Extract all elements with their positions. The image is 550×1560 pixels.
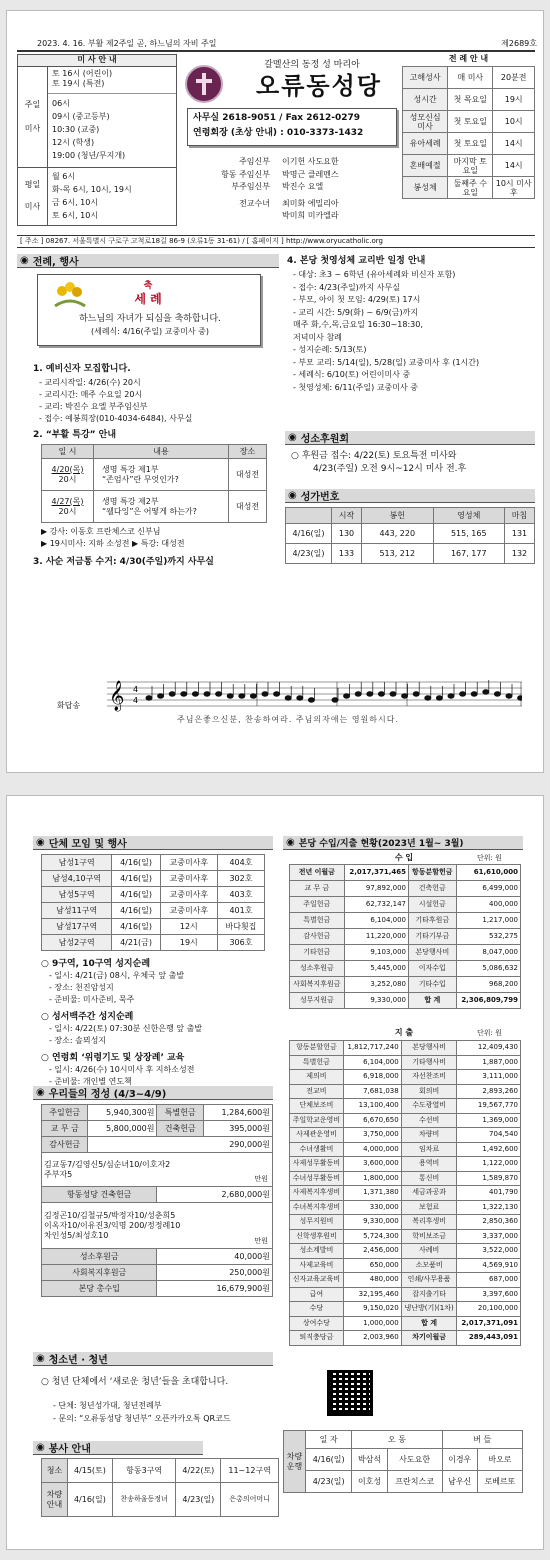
music-note [344,694,350,698]
group-note-line: - 준비물: 개인별 연도책 [49,1077,132,1086]
expense-unit: 단위: 원 [477,1029,502,1037]
group-note-line: - 장소: 솔뫼성지 [49,1036,107,1045]
group-row: 남성4,10구역 4/16(일) 교중미사후 302호 [42,871,265,887]
music-note [169,692,175,696]
ritual-row: 혼배예절 마지막 토요일 14시 [403,155,535,177]
mass-info-heading: 미 사 안 내 [18,55,176,67]
group-note-line: - 장소: 천진암성지 [49,983,114,992]
group-row: 남성17구역 4/16(일) 12시 바다횟집 [42,919,265,935]
item2-title: 2. “부활 특강” 안내 [33,430,117,440]
section-groups: ◉ 단체 모임 및 행사 [33,836,273,850]
expense-table [289,1040,521,1346]
clergy-list: 주임신부 이기헌 사도요한 항동 주임신부 박명근 클레멘스 부주임신부 박진수 요엘 전교수녀 최미화 에밀리아 박미희 미카엘라 [221,157,339,220]
mass-info-box: 미 사 안 내 주일 미사 토 16시 (어린이) 토 19시 (특전) 06시 09시 (중고등부) 10:30 (교중) 12시 (학생) 19:00 (청년/무지개) 평일 미사 월 6시 화-목 6시, 10시, 19시 금 6시, 10시 토 6시, 10시 [17,54,177,226]
greeting-sub: (세례식: 4/16(주일) 교중미사 중) [90,327,210,336]
mass-weekday-lines: 월 6시 화-목 6시, 10시, 19시 금 6시, 10시 토 6시, 10시 [52,172,132,220]
finance-row: 상여수당 1,000,000 합 계 2,017,371,091 [290,1316,521,1331]
music-note [494,692,500,696]
music-note [274,692,280,696]
ritual-table [402,66,535,199]
finance-row: 항동분할헌금 1,812,717,240 본당행사비 12,409,430 [290,1041,521,1056]
parish-logo [185,65,223,103]
finance-row: 수당 9,150,020 냉난방(기)(1차) 20,100,000 [290,1302,521,1317]
office-phone: 사무실 2618-9051 / Fax 2612-0279 [193,113,361,123]
item3-title: 3. 사순 저금통 수거: 4/30(주일)까지 사무실 [33,557,214,567]
mass-group-sunday: 주일 [24,100,41,109]
finance-row: 단체보조비 13,100,400 수도광열비 19,567,770 [290,1099,521,1114]
music-note [297,696,303,700]
expense-title: 지 출 [394,1028,414,1037]
youth-qr-code[interactable] [327,1370,373,1416]
ritual-row: 봉성체 둘째주 수요일 10시 미사후 [403,177,535,199]
music-note [146,696,152,700]
finance-row: 사제관운영비 3,750,000 차량비 704,540 [290,1128,521,1143]
finance-row: 사회복지후원금 3,252,080 기타수입 968,200 [290,977,521,993]
section-offerings: ◉ 우리들의 정성 (4/3~4/9) [33,1086,273,1100]
music-note [471,692,477,696]
ritual-info-box [402,54,535,199]
ritual-row: 성모신심 미사 첫 토요일 10시 [403,111,535,133]
income-table [289,864,521,1009]
music-note [239,694,245,698]
finance-row: 주일학교운영비 6,670,650 수선비 1,369,000 [290,1113,521,1128]
finance-row: 특별헌금 6,104,000 기타후원금 1,217,000 [290,913,521,929]
music-note [285,696,291,700]
music-note [518,696,522,700]
finance-row: 사제성무활동비 3,600,000 용역비 1,122,000 [290,1157,521,1172]
music-note [483,690,489,694]
youth-details: - 단체: 청년성가대, 청년전례부 - 문의: “오류동성당 청년부” 오픈카카오톡 QR코드 [53,1401,231,1423]
finance-row: 수녀생활비 4,000,000 임차료 1,492,600 [290,1142,521,1157]
psalm-label: 화답송 [57,701,81,710]
music-note [204,692,210,696]
lecture-notes: ▶ 강사: 이동호 프란체스코 신부님 ▶ 19시미사: 지하 소성전 ▶ 특강: 대성전 [41,527,185,548]
mass-group-weekday: 평일 [24,180,41,189]
music-note [181,692,187,696]
sacred-support-text: ○ 후원금 접수: 4/22(토) 토요특전 미사와 4/23(주일) 오전 9시~12시 미사 전.후 [291,451,467,474]
finance-row: 급여 32,195,460 잡지출기타 3,397,600 [290,1287,521,1302]
music-note [355,692,361,696]
svg-text:4: 4 [133,696,139,705]
svg-text:𝄞: 𝄞 [109,681,125,711]
group-row: 남성1구역 4/16(일) 교중미사후 404호 [42,855,265,871]
svg-text:4: 4 [133,685,139,694]
bulletin-page-1 [6,10,544,773]
youth-line1: ○ 청년 단체에서 ‘새로운 청년’들을 초대합니다. [41,1377,229,1387]
group-note-title: ○ 연령회 ‘위령기도 및 상장례’ 교육 [41,1053,185,1063]
group-notes [41,958,276,1088]
finance-row: 주일헌금 62,732,147 시설헌금 400,000 [290,897,521,913]
finance-row: 성무지원금 9,330,000 합 계 2,306,809,799 [290,993,521,1009]
music-note [158,694,164,698]
finance-row: 신학생후원비 5,724,300 학비보조금 3,337,000 [290,1229,521,1244]
music-note [378,692,384,696]
finance-row: 수녀성무활동비 1,800,000 통신비 1,589,870 [290,1171,521,1186]
mass-group-mass: 미사 [24,124,41,133]
music-note [506,694,512,698]
greeting-big: 세 례 [134,292,162,306]
music-note [250,694,256,698]
finance-row: 전교비 7,681,038 회의비 2,893,260 [290,1084,521,1099]
psalm-lyric: 주님은좋으신분, 찬송하여라. 주님의자애는 영원하시다. [177,715,399,724]
group-note-line: - 일시: 4/26(수) 10시미사 후 지하소성전 [49,1065,195,1074]
music-note [413,692,419,696]
finance-row: 사제교육비 650,000 소모품비 4,569,910 [290,1258,521,1273]
finance-row: 신자교육교육비 480,000 인쇄/사무용품 687,000 [290,1273,521,1288]
finance-row: 교 무 금 97,892,000 건축헌금 6,499,000 [290,881,521,897]
psalm-staff [107,676,522,712]
income-title: 수 입 [394,853,414,862]
parish-title: 오류동성당 [256,72,382,100]
office-contact-box [187,108,397,146]
group-row: 남성11구역 4/16(일) 교중미사후 401호 [42,903,265,919]
income-unit: 단위: 원 [477,854,502,862]
finance-row: 전년 이월금 2,017,371,465 항동분할헌금 61,610,000 [290,865,521,881]
section-sacred-support: ◉ 성소후원회 [285,431,535,445]
music-note [425,696,431,700]
music-note [308,698,314,702]
section-liturgy: ◉ 전례, 행사 [17,254,279,268]
group-row: 남성2구역 4/21(금) 19시 306호 [42,935,265,951]
item4-lines: - 대상: 초3 ~ 6학년 (유아세례와 비신자 포함) - 접수: 4/23(주일)까지 사무실 - 부모, 아이 첫 모임: 4/29(토) 17시 - 교리 시간: 5/9(화) ~ 6/9(금)까지 매주 화,수,목,금요일 16:30~18:30, 저녁미사 참례 - 성지순례: 5/13(토) - 부모 교리: 5/14(일), 5/28(일) 교중미사 후 (1시간) - 세례식: 6/10(토) 어린이미사 중 - 첫영성체: 6/11(주일) 교중미사 중 [293,270,480,392]
finance-row: 성소계발비 2,456,000 사례비 3,522,000 [290,1244,521,1259]
group-note-line: - 일시: 4/22(토) 07:30분 신한은행 앞 출발 [49,1024,203,1033]
mass-sun-lines: 06시 09시 (중고등부) 10:30 (교중) 12시 (학생) 19:00 (청년/무지개) [52,99,126,160]
music-note [332,698,338,702]
finance-row: 제의비 6,918,000 자선찬조비 3,111,000 [290,1070,521,1085]
hymn-table: 시작 봉헌 영성체 마침 4/16(일) 130 443, 220 515, 165 131 4/23(일) 133 513, 212 167, 177 132 [285,507,535,564]
item1-title: 1. 예비신자 모집합니다. [33,364,131,374]
music-note [448,694,454,698]
music-note [460,692,466,696]
section-hymns: ◉ 성가번호 [285,489,535,503]
address-bar: [ 주소 ] 08267. 서울특별시 구로구 고척로18길 86-9 (오류1동 31-61) / [ 홈페이지 ] http://www.oryucatholic.org [17,235,535,248]
finance-row: 사제복지후생비 1,371,380 세금과공과 401,790 [290,1186,521,1201]
ritual-row: 유아세례 첫 토요일 14시 [403,133,535,155]
item4-title: 4. 본당 첫영성체 교리반 일정 안내 [287,256,426,266]
finance-row: 수녀복지후생비 330,000 보험료 1,322,130 [290,1200,521,1215]
music-note [262,692,268,696]
ritual-row: 성시간 첫 목요일 19시 [403,89,535,111]
group-row: 남성5구역 4/16(일) 교중미사후 403호 [42,887,265,903]
greeting-message: 하느님의 자녀가 되심을 축하합니다. [79,314,221,324]
section-finance: ◉ 본당 수입/지출 현황(2023년 1월~ 3월) [283,836,523,850]
finance-row: 성무지원비 9,330,000 복리후생비 2,850,360 [290,1215,521,1230]
offerings-table: 주일헌금 5,940,300원 특별헌금 1,284,600원 교 무 금 5,800,000원 건축헌금 395,000원 감사헌금 290,000원 김교동7/김영신5/심순녀10/이호자2 주부자5 만원 항동성당 건축헌금 2,680,000원 김정곤10/김철규5/박정자10/성춘희5 이옥자10/이유진3/익명 200/정정례10 차인성5/최성호10 만원 성소후원금 40,000원 사회복지후원금 250,000원 본당 총수입 16,679,900원 [41,1104,273,1297]
music-note [436,696,442,700]
funeral-contact: 연령회장 (초상 안내) : 010-3373-1432 [193,128,364,138]
finance-row: 퇴직충당금 2,003,960 차기이월금 289,443,091 [290,1331,521,1346]
finance-row: 기타헌금 9,103,000 본당행사비 8,047,000 [290,945,521,961]
group-note-title: ○ 9구역, 10구역 성지순례 [41,959,151,969]
baptism-greeting-box [37,274,261,346]
finance-row: 특별헌금 6,104,000 기타행사비 1,887,000 [290,1055,521,1070]
parish-subtitle: 갈멜산의 동정 성 마리아 [264,60,360,70]
groups-table [41,854,265,951]
item1-lines: - 교리시작일: 4/26(수) 20시 - 교리시간: 매주 수요일 20시 - 교리: 박진수 요엘 부주임신부 - 접수: 예봉희장(010-4034-6484), 사무실 [39,378,193,423]
music-note [367,692,373,696]
finance-row: 성소후원금 5,445,000 이자수입 5,086,632 [290,961,521,977]
lecture-table: 일 시 내용 장소 4/20(목) 20시 생명 특강 제1부 “존엄사”란 무엇인가? 대성전 4/27(목) 20시 생명 특강 제2부 “웰다잉”은 어떻게 하는가? 대성전 [41,444,267,523]
ritual-heading: 전 례 안 내 [448,54,489,63]
finance-row: 감사헌금 11,220,000 기타기부금 532,275 [290,929,521,945]
group-note-line: - 준비물: 미사준비, 묵주 [49,995,135,1004]
group-note-line: - 일시: 4/21(금) 08시, 우체국 앞 출발 [49,971,185,980]
bulletin-page-2 [6,795,544,1550]
service-right-table: 차량운행 일 자 오 동 버 들 4/16(일) 박삼석 사도요한 이경우 바오로 4/23(일) 이호성 프란치스코 남우신 로베르또 [283,1430,523,1493]
music-note [390,692,396,696]
music-note [402,694,408,698]
section-youth: ◉ 청소년 · 청년 [33,1352,273,1366]
music-note [192,692,198,696]
service-left-table: 청소 4/15(토) 항동3구역 4/22(토) 11~12구역 차량안내 4/16(일) 찬송하울동정녀 4/23(일) 은총의어머니 [41,1458,279,1517]
greeting-small: 축 [143,281,153,291]
ritual-row: 고해성사 매 미사 20분전 [403,67,535,89]
date-line: 2023. 4. 16. 부활 제2주일 곧, 하느님의 자비 주일 [37,39,217,48]
mass-sat-lines: 토 16시 (어린이) 토 19시 (특전) [52,69,113,88]
section-service: ◉ 봉사 안내 [33,1441,203,1455]
flower-image [50,281,90,311]
music-note [216,692,222,696]
issue-number: 제2689호 [501,39,537,48]
music-note [227,694,233,698]
group-note-title: ○ 성서백주간 성지순례 [41,1012,134,1022]
